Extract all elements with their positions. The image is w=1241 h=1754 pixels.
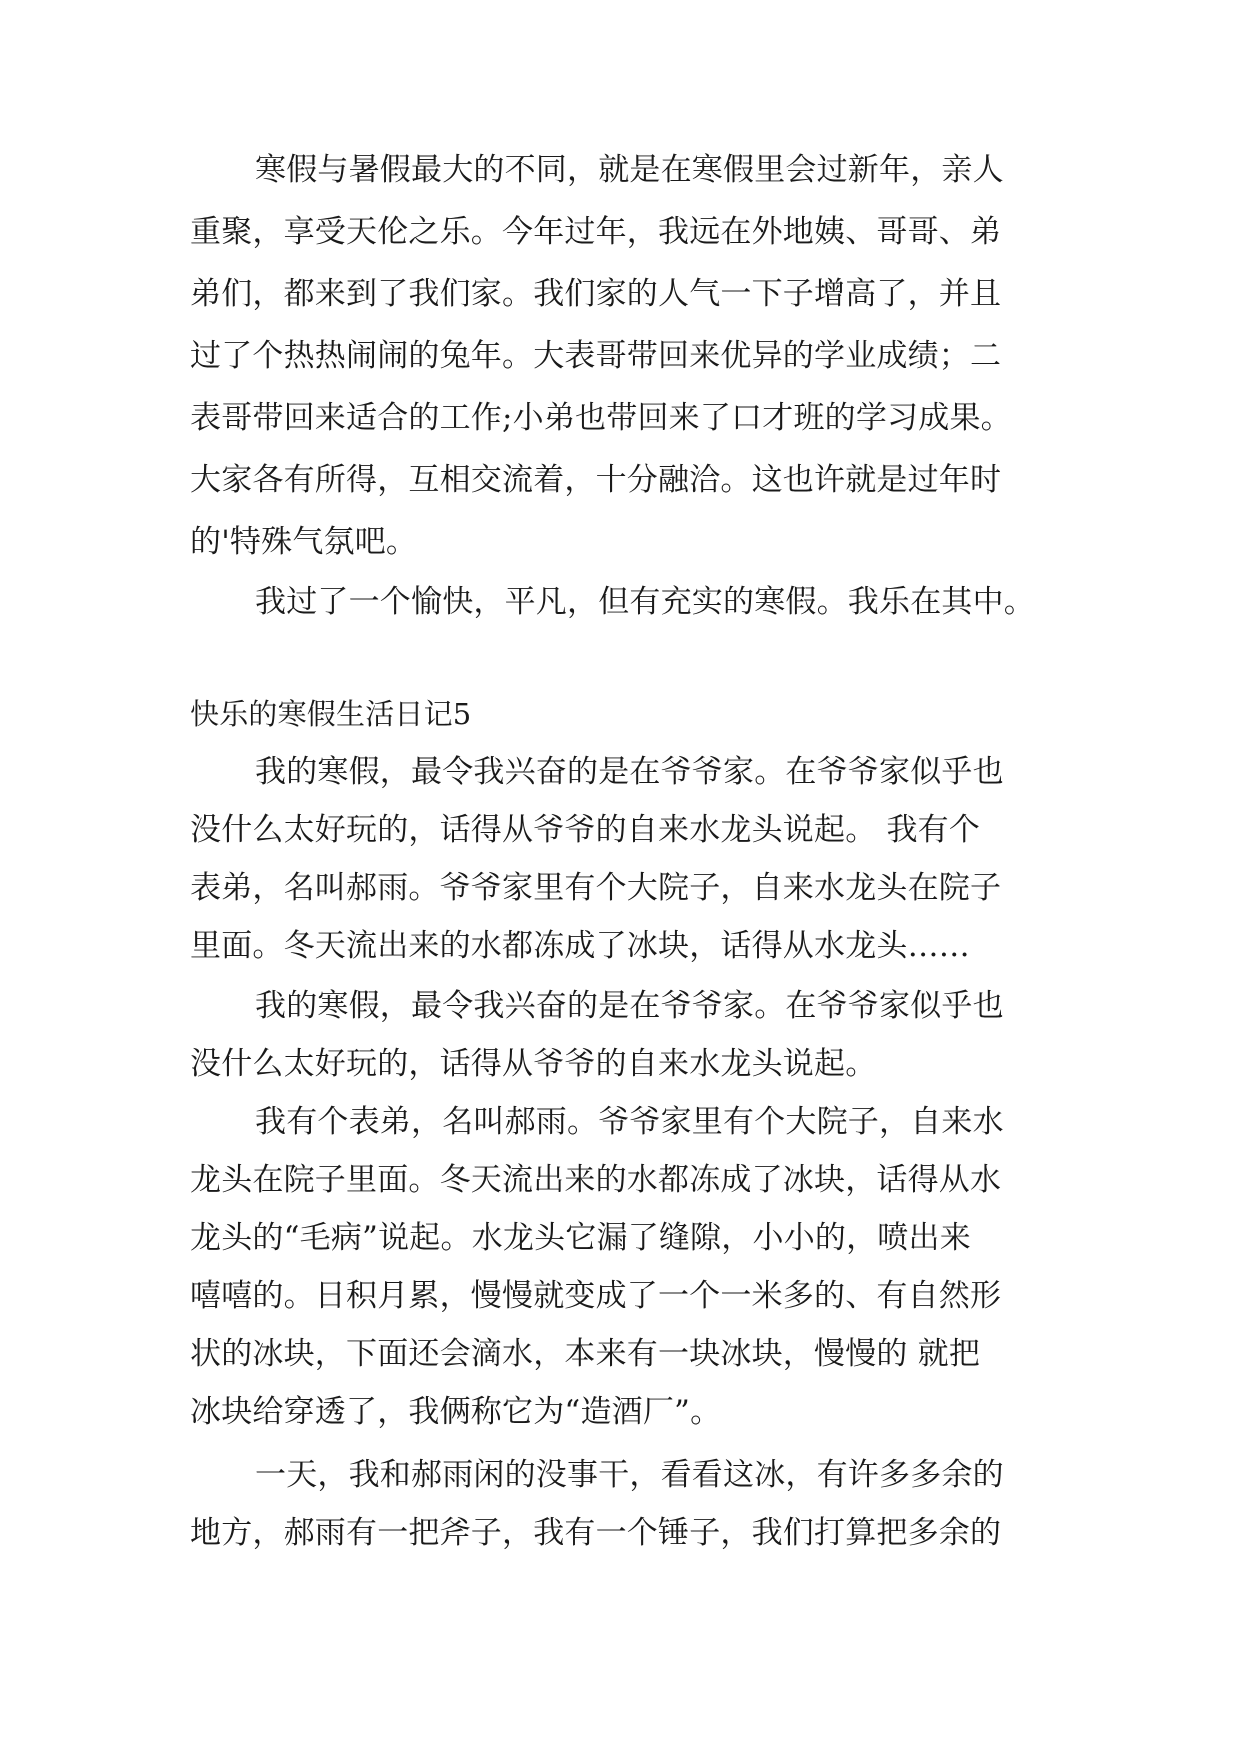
text-line: 表哥带回来适合的工作;小弟也带回来了口才班的学习成果。 (190, 400, 1012, 436)
text-line: 我的寒假，最令我兴奋的是在爷爷家。在爷爷家似乎也 (255, 988, 1004, 1024)
text-line: 我过了一个愉快，平凡，但有充实的寒假。我乐在其中。 (255, 584, 1035, 620)
text-line: 没什么太好玩的，话得从爷爷的自来水龙头说起。 (190, 1046, 877, 1082)
text-line: 一天，我和郝雨闲的没事干，看看这冰，有许多多余的 (255, 1457, 1004, 1493)
text-line: 我有个表弟，名叫郝雨。爷爷家里有个大院子，自来水 (255, 1104, 1004, 1140)
text-line: 龙头在院子里面。冬天流出来的水都冻成了冰块，话得从水 (190, 1162, 1002, 1198)
text-line: 寒假与暑假最大的不同，就是在寒假里会过新年，亲人 (255, 152, 1004, 188)
text-line: 状的冰块，下面还会滴水，本来有一块冰块，慢慢的 就把 (190, 1336, 981, 1372)
text-line: 龙头的“毛病”说起。水龙头它漏了缝隙，小小的，喷出来 (190, 1220, 971, 1256)
text-line: 里面。冬天流出来的水都冻成了冰块，话得从水龙头…… (190, 928, 970, 964)
text-line: 过了个热热闹闹的兔年。大表哥带回来优异的学业成绩；二 (190, 338, 1002, 374)
section-heading: 快乐的寒假生活日记5 (190, 697, 472, 731)
text-line: 没什么太好玩的，话得从爷爷的自来水龙头说起。 我有个 (190, 812, 981, 848)
text-line: 表弟，名叫郝雨。爷爷家里有个大院子，自来水龙头在院子 (190, 870, 1002, 906)
text-line: 嘻嘻的。日积月累，慢慢就变成了一个一米多的、有自然形 (190, 1278, 1002, 1314)
text-line: 冰块给穿透了，我俩称它为“造酒厂”。 (190, 1394, 722, 1430)
text-line: 弟们，都来到了我们家。我们家的人气一下子增高了，并且 (190, 276, 1002, 312)
text-line: 重聚，享受天伦之乐。今年过年，我远在外地姨、哥哥、弟 (190, 214, 1002, 250)
text-line: 我的寒假，最令我兴奋的是在爷爷家。在爷爷家似乎也 (255, 754, 1004, 790)
text-line: 的'特殊气氛吧。 (190, 524, 418, 560)
text-line: 地方，郝雨有一把斧子，我有一个锤子，我们打算把多余的 (190, 1515, 1002, 1551)
text-line: 大家各有所得，互相交流着，十分融洽。这也许就是过年时 (190, 462, 1002, 498)
